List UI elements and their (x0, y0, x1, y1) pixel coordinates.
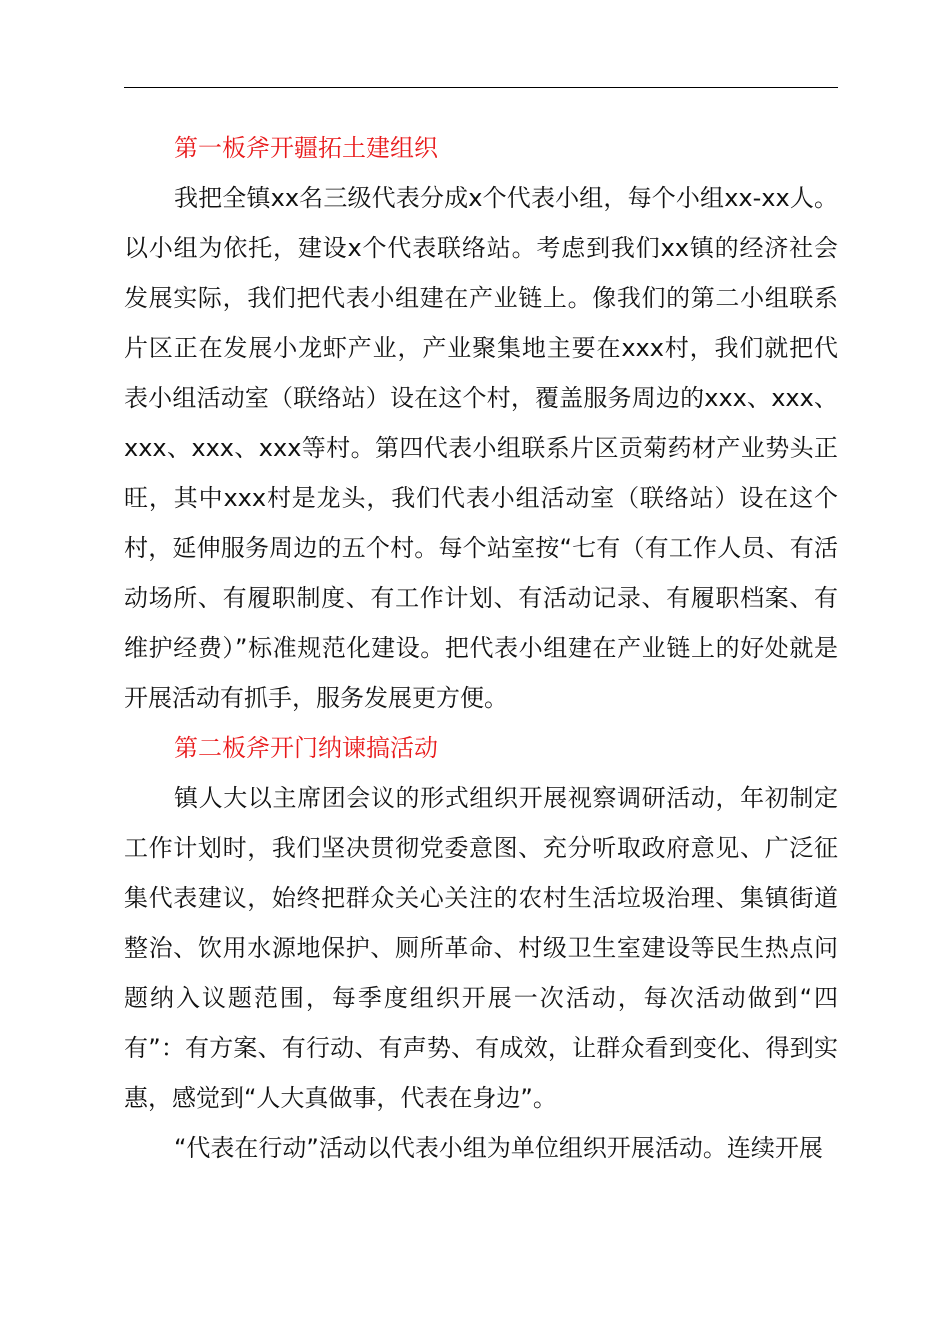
section-1 (124, 123, 838, 723)
section-heading: 第二板斧开门纳谏搞活动 (174, 734, 438, 762)
body-paragraph: 镇人大以主席团会议的形式组织开展视察调研活动，年初制定工作计划时，我们坚决贯彻党委意图、充分听取政府意见、广泛征集代表建议，始终把群众关心关注的农村生活垃圾治理、集镇街道整治、饮用水源地保护、厕所革命、村级卫生室建设等民生热点问题纳入议题范围，每季度组织开展一次活动，每次活动做到“四有”：有方案、有行动、有声势、有成效，让群众看到变化、得到实惠，感觉到“人大真做事，代表在身边”。 (124, 784, 838, 1112)
document-body (124, 123, 838, 1173)
section-heading: 第一板斧开疆拓土建组织 (174, 134, 438, 162)
header-rule (124, 87, 838, 88)
section-2 (124, 723, 838, 1173)
body-paragraph: 我把全镇xx名三级代表分成x个代表小组，每个小组xx-xx人。以小组为依托，建设x个代表联络站。考虑到我们xx镇的经济社会发展实际，我们把代表小组建在产业链上。像我们的第二小组联系片区正在发展小龙虾产业，产业聚集地主要在xxx村，我们就把代表小组活动室（联络站）设在这个村，覆盖服务周边的xxx、xxx、xxx、xxx、xxx等村。第四代表小组联系片区贡菊药材产业势头正旺，其中xxx村是龙头，我们代表小组活动室（联络站）设在这个村，延伸服务周边的五个村。每个站室按“七有（有工作人员、有活动场所、有履职制度、有工作计划、有活动记录、有履职档案、有维护经费）”标准规范化建设。把代表小组建在产业链上的好处就是开展活动有抓手，服务发展更方便。 (124, 184, 838, 712)
body-paragraph: “代表在行动”活动以代表小组为单位组织开展活动。连续开展 (174, 1134, 823, 1162)
